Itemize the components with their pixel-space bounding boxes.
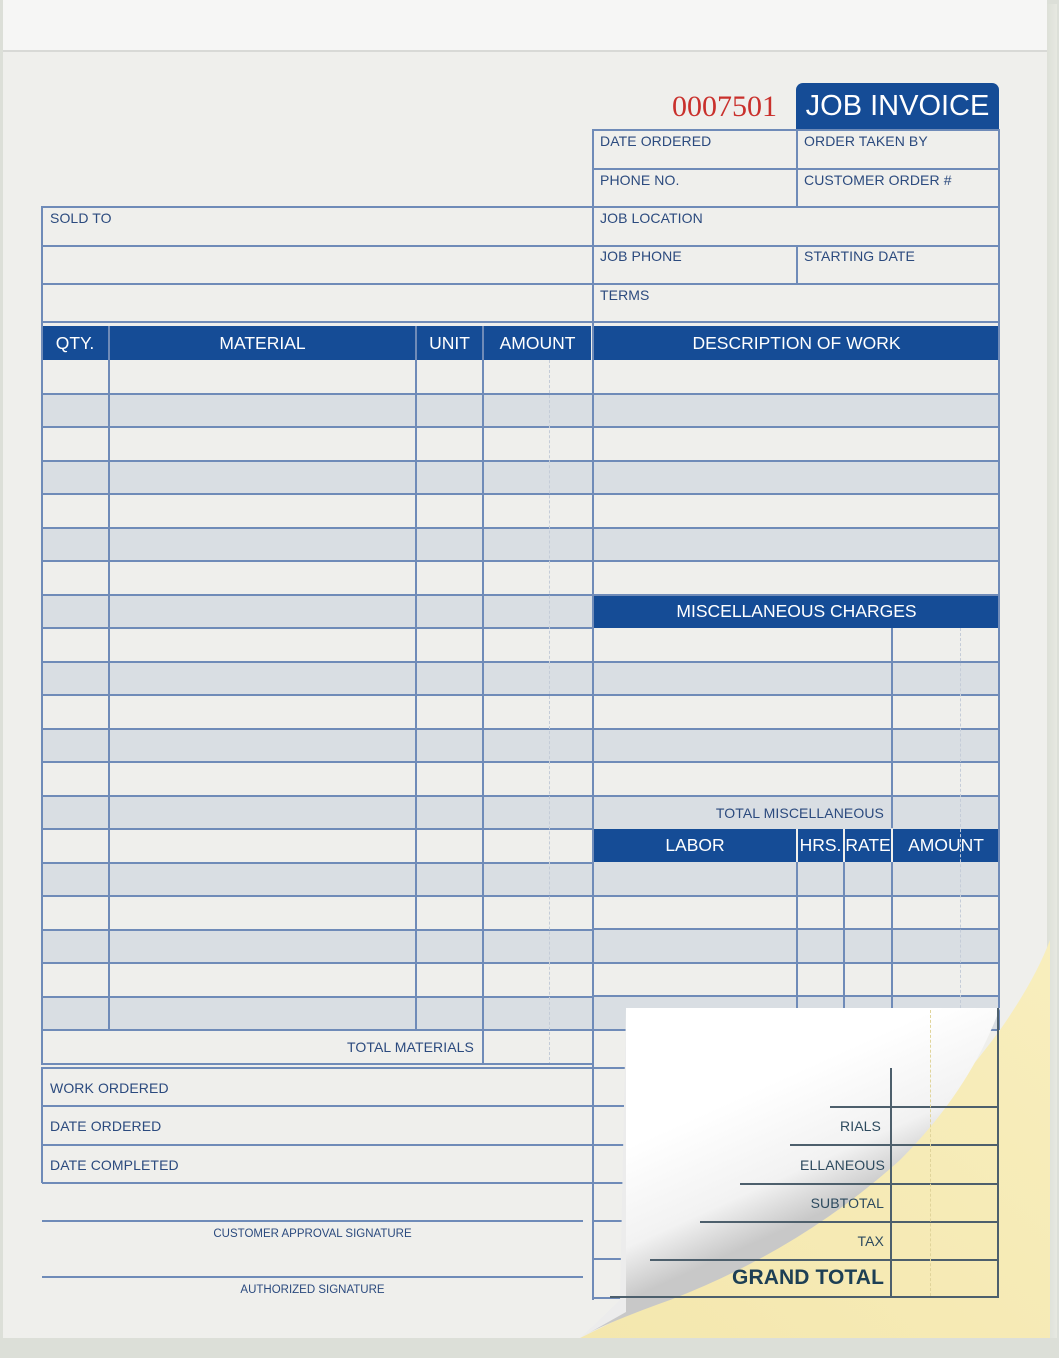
- pad-bottom-edge: [0, 1338, 1059, 1358]
- material-table-row[interactable]: [42, 829, 592, 863]
- col-header-material: MATERIAL: [110, 326, 415, 360]
- material-table-row[interactable]: [42, 662, 592, 696]
- material-table-row[interactable]: [42, 863, 592, 897]
- starting-date-field[interactable]: STARTING DATE: [804, 248, 915, 264]
- divider: [415, 326, 417, 1030]
- divider: [998, 326, 1000, 1030]
- date-ordered-field[interactable]: DATE ORDERED: [600, 133, 712, 149]
- divider: [830, 1106, 999, 1108]
- table-row-shade: [594, 662, 999, 696]
- material-table-row[interactable]: [42, 997, 592, 1031]
- table-row-shade: [594, 528, 999, 562]
- total-labor-amount-field[interactable]: [893, 1069, 997, 1105]
- labor-header: LABOR: [594, 829, 796, 862]
- customer-signature-label: CUSTOMER APPROVAL SIGNATURE: [213, 1228, 412, 1240]
- cents-divider: [930, 1010, 931, 1296]
- divider: [700, 1221, 999, 1223]
- divider: [41, 326, 43, 1065]
- divider: [108, 326, 110, 1030]
- total-misc-summary-label: ELLANEOUS: [800, 1157, 885, 1173]
- labor-amount-header: AMOUNT: [893, 829, 999, 862]
- divider: [592, 527, 999, 529]
- divider: [42, 1029, 592, 1031]
- divider: [592, 594, 999, 596]
- date-completed-field[interactable]: DATE COMPLETED: [50, 1157, 179, 1173]
- total-materials-label: TOTAL MATERIALS: [346, 1039, 474, 1055]
- divider: [592, 728, 999, 730]
- divider: [891, 628, 893, 828]
- col-header-qty: QTY.: [42, 326, 108, 360]
- divider: [796, 245, 798, 283]
- description-of-work-header: DESCRIPTION OF WORK: [594, 326, 999, 360]
- misc-charges-header: MISCELLANEOUS CHARGES: [594, 595, 999, 628]
- material-table-row[interactable]: [42, 494, 592, 528]
- divider: [592, 761, 999, 763]
- terms-field[interactable]: TERMS: [600, 287, 650, 303]
- grand-total-amount-field[interactable]: [893, 1260, 997, 1296]
- divider: [790, 1144, 999, 1146]
- pad-binding-strip: [3, 0, 1047, 52]
- divider: [42, 206, 999, 208]
- divider: [592, 393, 999, 395]
- divider: [998, 129, 1000, 326]
- order-taken-by-field[interactable]: ORDER TAKEN BY: [804, 133, 928, 149]
- divider: [997, 1008, 999, 1297]
- divider: [41, 206, 43, 326]
- material-table-row[interactable]: [42, 963, 592, 997]
- invoice-number: 0007501: [672, 90, 777, 123]
- hrs-header: HRS.: [798, 829, 843, 862]
- authorized-signature-label: AUTHORIZED SIGNATURE: [240, 1284, 385, 1296]
- job-location-field[interactable]: JOB LOCATION: [600, 210, 703, 226]
- work-date-ordered-field[interactable]: DATE ORDERED: [50, 1118, 162, 1134]
- material-table-row[interactable]: [42, 796, 592, 830]
- divider: [42, 283, 999, 285]
- phone-no-field[interactable]: PHONE NO.: [600, 172, 680, 188]
- material-table-row[interactable]: [42, 360, 592, 394]
- sold-to-field[interactable]: SOLD TO: [50, 210, 112, 226]
- invoice-title: JOB INVOICE: [796, 83, 999, 129]
- divider: [482, 326, 484, 1065]
- col-header-amount: AMOUNT: [484, 326, 591, 360]
- divider: [42, 1144, 592, 1146]
- divider: [42, 245, 999, 247]
- divider: [592, 460, 999, 462]
- divider: [42, 1105, 592, 1107]
- material-table-row[interactable]: [42, 461, 592, 495]
- tax-label: TAX: [857, 1233, 884, 1249]
- table-row-shade: [594, 394, 999, 428]
- material-table-row[interactable]: [42, 561, 592, 595]
- table-row-shade: [594, 461, 999, 495]
- divider: [592, 694, 999, 696]
- work-ordered-field[interactable]: WORK ORDERED: [50, 1080, 169, 1096]
- material-table-row[interactable]: [42, 762, 592, 796]
- authorized-signature-line[interactable]: [42, 1276, 583, 1278]
- material-table-row[interactable]: [42, 427, 592, 461]
- material-table-row[interactable]: [42, 394, 592, 428]
- material-table-row[interactable]: [42, 896, 592, 930]
- job-phone-field[interactable]: JOB PHONE: [600, 248, 682, 264]
- divider: [592, 426, 999, 428]
- divider: [42, 1067, 592, 1069]
- subtotal-label: SUBTOTAL: [810, 1195, 884, 1211]
- divider: [42, 1063, 592, 1065]
- total-misc-label: TOTAL MISCELLANEOUS: [715, 805, 884, 821]
- material-table-row[interactable]: [42, 628, 592, 662]
- table-row-shade: [594, 729, 999, 763]
- divider: [42, 321, 999, 323]
- col-header-unit: UNIT: [417, 326, 482, 360]
- divider: [592, 129, 594, 326]
- divider: [41, 1067, 43, 1183]
- material-table-row[interactable]: [42, 729, 592, 763]
- customer-signature-line[interactable]: [42, 1220, 583, 1222]
- divider: [796, 129, 798, 207]
- rate-header: RATE: [845, 829, 891, 862]
- grand-total-label: GRAND TOTAL: [732, 1266, 884, 1289]
- divider: [592, 493, 999, 495]
- divider: [592, 795, 999, 797]
- divider: [42, 1182, 592, 1184]
- divider: [740, 1183, 999, 1185]
- material-table-row[interactable]: [42, 528, 592, 562]
- material-table-row[interactable]: [42, 930, 592, 964]
- customer-order-field[interactable]: CUSTOMER ORDER #: [804, 172, 952, 188]
- total-materials-summary-label: RIALS: [840, 1118, 881, 1134]
- divider: [592, 661, 999, 663]
- divider: [610, 1296, 999, 1298]
- cents-divider: [549, 360, 550, 1065]
- divider: [592, 560, 999, 562]
- material-table-row[interactable]: [42, 695, 592, 729]
- material-table-row[interactable]: [42, 595, 592, 629]
